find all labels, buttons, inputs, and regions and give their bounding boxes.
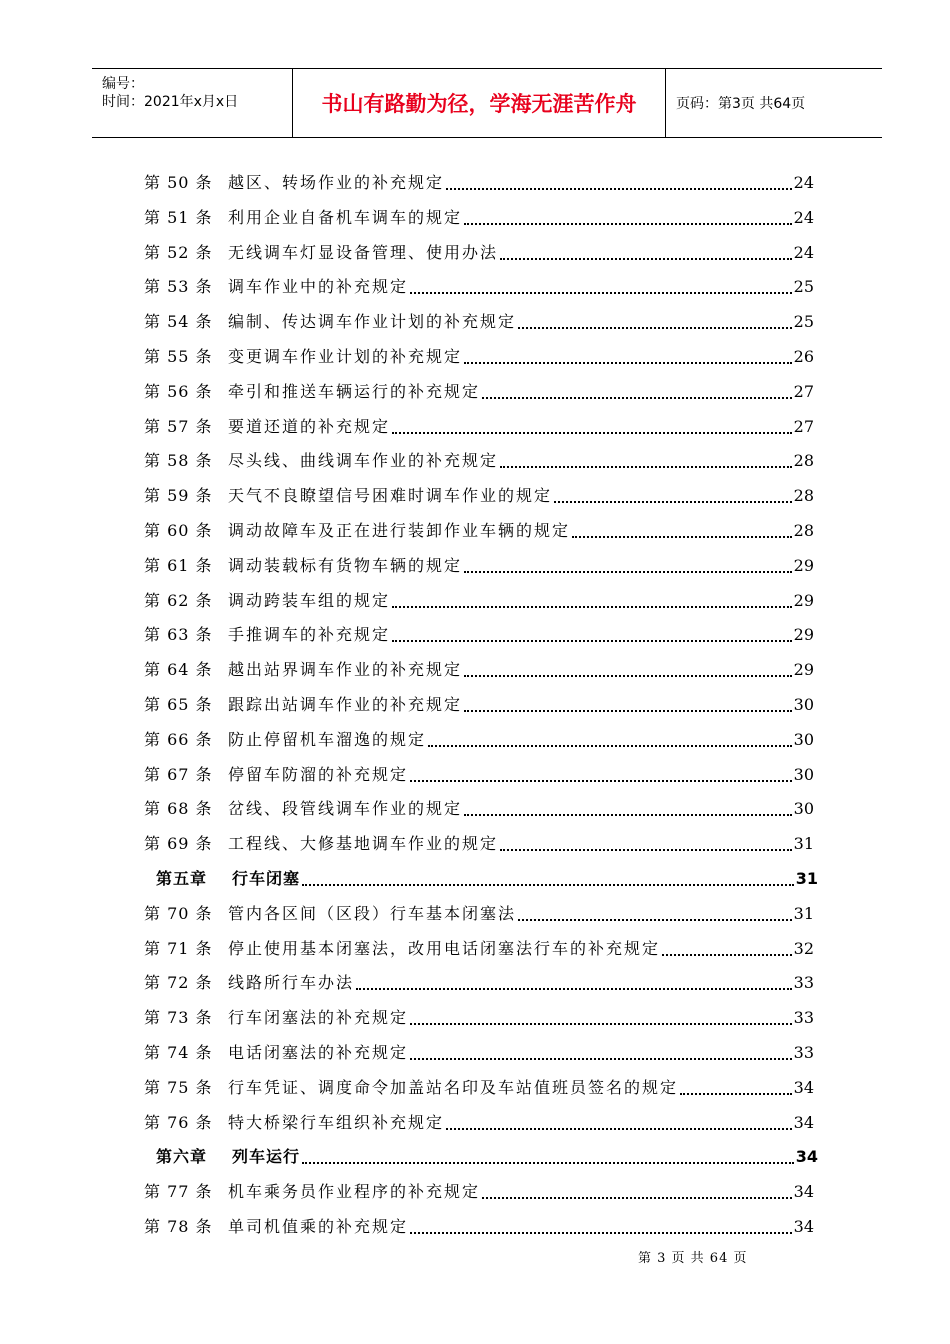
toc-title: 无线调车灯显设备管理、使用办法 — [228, 242, 499, 262]
toc-article-row[interactable] — [144, 1103, 814, 1133]
toc-page-number: 27 — [793, 416, 814, 436]
toc-page-number: 24 — [793, 242, 814, 262]
toc-article-row[interactable] — [144, 824, 814, 854]
toc-leader-dots — [554, 500, 792, 503]
toc-article-row[interactable] — [144, 441, 814, 471]
toc-title: 天气不良瞭望信号困难时调车作业的规定 — [228, 486, 553, 506]
toc-number: 第 60 条 — [144, 521, 213, 540]
toc-leader-dots — [464, 222, 792, 225]
toc-number: 第 52 条 — [144, 242, 213, 262]
toc-article-row[interactable] — [144, 407, 814, 437]
toc-article-row[interactable] — [144, 789, 814, 819]
toc-chapter-row[interactable] — [156, 859, 818, 889]
toc-title: 停留车防溜的补充规定 — [228, 764, 409, 784]
toc-page-number: 28 — [793, 486, 814, 506]
toc-leader-dots — [302, 1161, 794, 1164]
toc-number: 第 56 条 — [144, 381, 213, 401]
toc-title: 单司机值乘的补充规定 — [228, 1217, 409, 1236]
toc-article-row[interactable] — [144, 476, 814, 506]
toc-page-number: 30 — [793, 799, 814, 819]
toc-number: 第 71 条 — [144, 938, 213, 958]
toc-article-row[interactable] — [144, 163, 814, 193]
toc-title: 调动故障车及正在进行装卸作业车辆的规定 — [228, 521, 571, 540]
toc-leader-dots — [518, 918, 792, 921]
toc-page-number: 28 — [793, 521, 814, 540]
toc-number: 第 73 条 — [144, 1008, 213, 1028]
toc-leader-dots — [482, 396, 792, 399]
toc-title: 编制、传达调车作业计划的补充规定 — [228, 312, 517, 332]
header-meta — [92, 69, 293, 137]
toc-number: 第 62 条 — [144, 590, 213, 610]
toc-article-row[interactable] — [144, 755, 814, 785]
toc-number: 第 69 条 — [144, 834, 213, 854]
toc-leader-dots — [410, 1057, 792, 1060]
toc-number: 第 59 条 — [144, 486, 213, 506]
toc-chapter-row[interactable] — [156, 1137, 818, 1167]
toc-number: 第五章 — [156, 869, 208, 888]
toc-page-number: 29 — [793, 590, 814, 610]
toc-leader-dots — [464, 361, 792, 364]
toc-leader-dots — [428, 744, 792, 747]
toc-article-row[interactable] — [144, 1172, 814, 1202]
toc-title: 行车闭塞法的补充规定 — [228, 1008, 409, 1028]
toc-page-number: 27 — [793, 381, 814, 401]
time-label: 时间：2021年x月x日 — [102, 94, 239, 110]
toc-page-number: 34 — [793, 1077, 814, 1097]
toc-article-row[interactable] — [144, 233, 814, 263]
toc-article-row[interactable] — [144, 685, 814, 715]
toc-page-number: 29 — [793, 625, 814, 645]
toc-title: 要道还道的补充规定 — [228, 416, 391, 436]
toc-number: 第 63 条 — [144, 625, 213, 645]
toc-number: 第 65 条 — [144, 695, 213, 714]
toc-leader-dots — [410, 1022, 792, 1025]
toc-article-row[interactable] — [144, 546, 814, 576]
toc-page-number: 24 — [793, 207, 814, 227]
toc-leader-dots — [500, 257, 792, 260]
toc-article-row[interactable] — [144, 1207, 814, 1237]
toc-page-number: 34 — [793, 1182, 814, 1202]
toc-article-row[interactable] — [144, 720, 814, 750]
toc-title: 行车闭塞 — [232, 869, 301, 888]
toc-leader-dots — [392, 431, 792, 434]
toc-number: 第 75 条 — [144, 1077, 213, 1097]
toc-number: 第 76 条 — [144, 1112, 213, 1132]
toc-number: 第 68 条 — [144, 799, 213, 819]
toc-title: 跟踪出站调车作业的补充规定 — [228, 695, 463, 714]
header-motto: 书山有路勤为径，学海无涯苦作舟 — [293, 69, 666, 137]
toc-leader-dots — [464, 674, 792, 677]
toc-number: 第 58 条 — [144, 451, 213, 471]
toc-title: 手推调车的补充规定 — [228, 625, 391, 645]
page-footer: 第 3 页 共 64 页 — [638, 1251, 748, 1266]
toc-title: 越出站界调车作业的补充规定 — [228, 660, 463, 680]
toc-leader-dots — [572, 535, 792, 538]
toc-title: 变更调车作业计划的补充规定 — [228, 347, 463, 366]
toc-page-number: 33 — [793, 1008, 814, 1028]
toc-number: 第 66 条 — [144, 729, 213, 749]
toc-title: 电话闭塞法的补充规定 — [228, 1043, 409, 1062]
toc-leader-dots — [410, 291, 792, 294]
toc-page-number: 29 — [793, 660, 814, 680]
toc-leader-dots — [392, 639, 792, 642]
toc-leader-dots — [392, 605, 792, 608]
toc-page-number: 33 — [793, 973, 814, 993]
toc-title: 机车乘务员作业程序的补充规定 — [228, 1182, 481, 1202]
toc-page-number: 29 — [793, 555, 814, 575]
toc-title: 尽头线、曲线调车作业的补充规定 — [228, 451, 499, 471]
toc-page-number: 31 — [793, 834, 814, 854]
toc-number: 第 55 条 — [144, 347, 213, 366]
toc-number: 第 57 条 — [144, 416, 213, 436]
toc-leader-dots — [410, 1231, 792, 1234]
toc-number: 第 77 条 — [144, 1182, 213, 1202]
toc-article-row[interactable] — [144, 581, 814, 611]
toc-leader-dots — [410, 779, 792, 782]
toc-page-number: 34 — [793, 1112, 814, 1132]
toc-article-row[interactable] — [144, 1033, 814, 1063]
toc-number: 第 61 条 — [144, 555, 213, 575]
toc-leader-dots — [446, 1127, 792, 1130]
toc-number: 第 72 条 — [144, 973, 213, 993]
toc-page-number: 33 — [793, 1043, 814, 1062]
toc-title: 列车运行 — [232, 1147, 301, 1167]
toc-article-row[interactable] — [144, 372, 814, 402]
toc-title: 线路所行车办法 — [228, 973, 355, 993]
toc-title: 工程线、大修基地调车作业的规定 — [228, 834, 499, 854]
toc-title: 管内各区间（区段）行车基本闭塞法 — [228, 903, 517, 923]
toc-number: 第 78 条 — [144, 1217, 213, 1236]
toc-leader-dots — [356, 987, 792, 990]
toc-article-row[interactable] — [144, 337, 814, 367]
toc-article-row[interactable] — [144, 650, 814, 680]
toc-leader-dots — [662, 953, 792, 956]
toc-number: 第 54 条 — [144, 312, 213, 332]
toc-page-number: 25 — [793, 312, 814, 332]
toc-leader-dots — [464, 570, 792, 573]
toc-article-row[interactable] — [144, 998, 814, 1028]
toc-page-number: 25 — [793, 277, 814, 297]
toc-title: 岔线、段管线调车作业的规定 — [228, 799, 463, 819]
toc-page-number: 34 — [793, 1217, 814, 1236]
toc-title: 调车作业中的补充规定 — [228, 277, 409, 297]
toc-page-number: 26 — [793, 347, 814, 366]
toc-title: 调动跨装车组的规定 — [228, 590, 391, 610]
toc-title: 牵引和推送车辆运行的补充规定 — [228, 381, 481, 401]
toc-article-row[interactable] — [144, 615, 814, 645]
toc-page-number: 30 — [793, 764, 814, 784]
toc-leader-dots — [302, 883, 794, 886]
toc-article-row[interactable] — [144, 1068, 814, 1098]
toc-number: 第六章 — [156, 1147, 208, 1167]
toc-title: 停止使用基本闭塞法，改用电话闭塞法行车的补充规定 — [228, 938, 661, 958]
toc-number: 第 51 条 — [144, 207, 213, 227]
toc-leader-dots — [680, 1092, 792, 1095]
toc-article-row[interactable] — [144, 894, 814, 924]
toc-article-row[interactable] — [144, 302, 814, 332]
toc-page-number: 24 — [793, 173, 814, 192]
toc-number: 第 74 条 — [144, 1043, 213, 1062]
toc-page-number: 31 — [793, 903, 814, 923]
toc-article-row[interactable] — [144, 267, 814, 297]
toc-leader-dots — [464, 813, 792, 816]
toc-leader-dots — [500, 848, 792, 851]
toc-title: 特大桥梁行车组织补充规定 — [228, 1112, 445, 1132]
toc-page-number: 30 — [793, 695, 814, 714]
toc-page-number: 30 — [793, 729, 814, 749]
toc-leader-dots — [518, 326, 792, 329]
toc-title: 防止停留机车溜逸的规定 — [228, 729, 427, 749]
toc-page-number: 28 — [793, 451, 814, 471]
toc-article-row[interactable] — [144, 511, 814, 541]
toc-article-row[interactable] — [144, 198, 814, 228]
toc-article-row[interactable] — [144, 929, 814, 959]
toc-leader-dots — [464, 709, 792, 712]
toc-number: 第 50 条 — [144, 173, 213, 192]
toc-page-number: 34 — [795, 1147, 818, 1167]
toc-title: 越区、转场作业的补充规定 — [228, 173, 445, 192]
toc-page-number: 31 — [795, 869, 818, 888]
page-header — [92, 68, 882, 138]
toc-title: 调动装载标有货物车辆的规定 — [228, 555, 463, 575]
toc-leader-dots — [482, 1196, 792, 1199]
toc-title: 行车凭证、调度命令加盖站名印及车站值班员签名的规定 — [228, 1077, 679, 1097]
toc-number: 第 64 条 — [144, 660, 213, 680]
toc-title: 利用企业自备机车调车的规定 — [228, 207, 463, 227]
toc-page-number: 32 — [793, 938, 814, 958]
toc-number: 第 67 条 — [144, 764, 213, 784]
serial-label: 编号： — [102, 76, 144, 92]
header-page-info: 页码：第3页 共64页 — [676, 96, 806, 112]
toc-number: 第 70 条 — [144, 903, 213, 923]
toc-leader-dots — [500, 465, 792, 468]
toc-article-row[interactable] — [144, 963, 814, 993]
toc-number: 第 53 条 — [144, 277, 213, 297]
toc-leader-dots — [446, 187, 792, 190]
